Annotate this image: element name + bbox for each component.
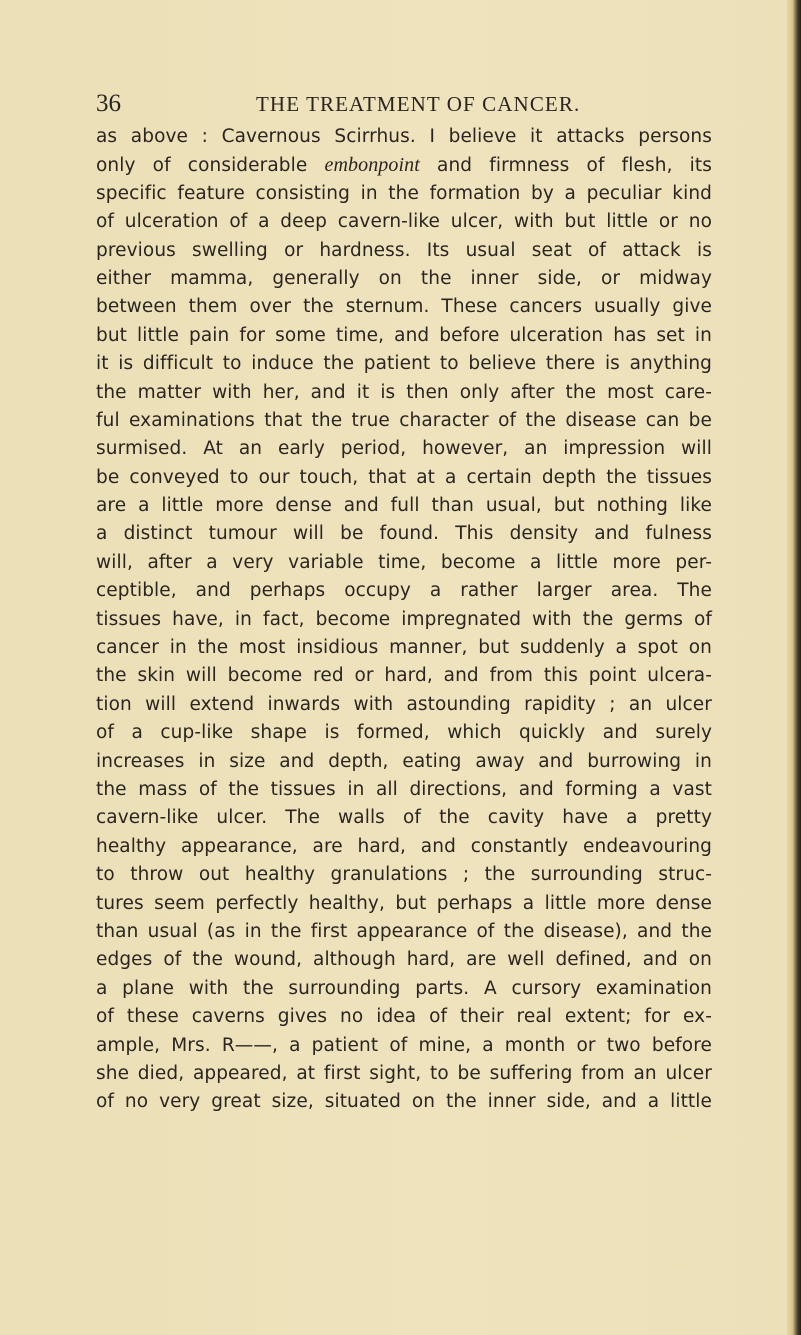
text-line: she died, appeared, at first sight, to be suffering from an ulcer	[96, 1062, 712, 1084]
text-line: either mamma, generally on the inner side, or midway	[96, 267, 712, 289]
text-line: edges of the wound, although hard, are well defined, and on	[96, 949, 712, 971]
italic-term: embonpoint	[324, 154, 420, 177]
page-edge	[787, 0, 801, 1335]
text-line: be conveyed to our touch, that at a certain depth the tissues	[96, 466, 712, 488]
text-line: but little pain for some time, and before ulceration has set in	[96, 324, 712, 346]
running-head: THE TREATMENT OF CANCER.	[256, 92, 581, 116]
text-line: tissues have, in fact, become impregnated with the germs of	[96, 608, 712, 630]
text-line: specific feature consisting in the formation by a peculiar kind	[96, 182, 712, 204]
text-line: healthy appearance, are hard, and constantly endeavouring	[96, 835, 712, 857]
text-line: increases in size and depth, eating away and burrowing in	[96, 750, 712, 772]
text-line: tion will extend inwards with astounding rapidity ; an ulcer	[96, 693, 712, 715]
page-header	[96, 90, 696, 124]
text-segment: and firmness of flesh, its	[419, 155, 713, 177]
text-line: it is difficult to induce the patient to believe there is anything	[96, 353, 712, 375]
text-line: to throw out healthy granulations ; the surrounding struc-	[96, 864, 712, 886]
text-line: of ulceration of a deep cavern-like ulcer, with but little or no	[96, 211, 712, 233]
text-line: between them over the sternum. These cancers usually give	[96, 296, 712, 318]
text-line: ful examinations that the true character of the disease can be	[96, 409, 712, 431]
text-line: of these caverns gives no idea of their real extent; for ex-	[96, 1006, 712, 1028]
text-line	[96, 151, 712, 179]
text-line: the mass of the tissues in all directions, and forming a vast	[96, 778, 712, 800]
text-line: surmised. At an early period, however, an impression will	[96, 438, 712, 460]
text-line: cancer in the most insidious manner, but suddenly a spot on	[96, 637, 712, 659]
text-line: are a little more dense and full than usual, but nothing like	[96, 495, 712, 517]
text-line: previous swelling or hardness. Its usual seat of attack is	[96, 239, 712, 261]
page-number: 36	[96, 90, 121, 117]
text-line: ceptible, and perhaps occupy a rather larger area. The	[96, 580, 712, 602]
text-line: of no very great size, situated on the inner side, and a little	[96, 1091, 712, 1113]
text-line: ample, Mrs. R——, a patient of mine, a month or two before	[96, 1034, 712, 1056]
text-line: than usual (as in the first appearance of the disease), and the	[96, 920, 712, 942]
body-text	[96, 123, 712, 1117]
text-segment: only of considerable	[96, 155, 325, 177]
text-line: of a cup-like shape is formed, which quickly and surely	[96, 722, 712, 744]
text-line: as above : Cavernous Scirrhus. I believe it attacks persons	[96, 126, 712, 147]
text-line: the matter with her, and it is then only after the most care-	[96, 381, 712, 403]
text-line: will, after a very variable time, become a little more per-	[96, 551, 712, 573]
text-line: cavern-like ulcer. The walls of the cavity have a pretty	[96, 807, 712, 829]
text-line: a plane with the surrounding parts. A cursory examination	[96, 977, 712, 999]
text-line: tures seem perfectly healthy, but perhaps a little more dense	[96, 892, 712, 914]
text-line: a distinct tumour will be found. This density and fulness	[96, 523, 712, 545]
text-line: the skin will become red or hard, and from this point ulcera-	[96, 665, 712, 687]
